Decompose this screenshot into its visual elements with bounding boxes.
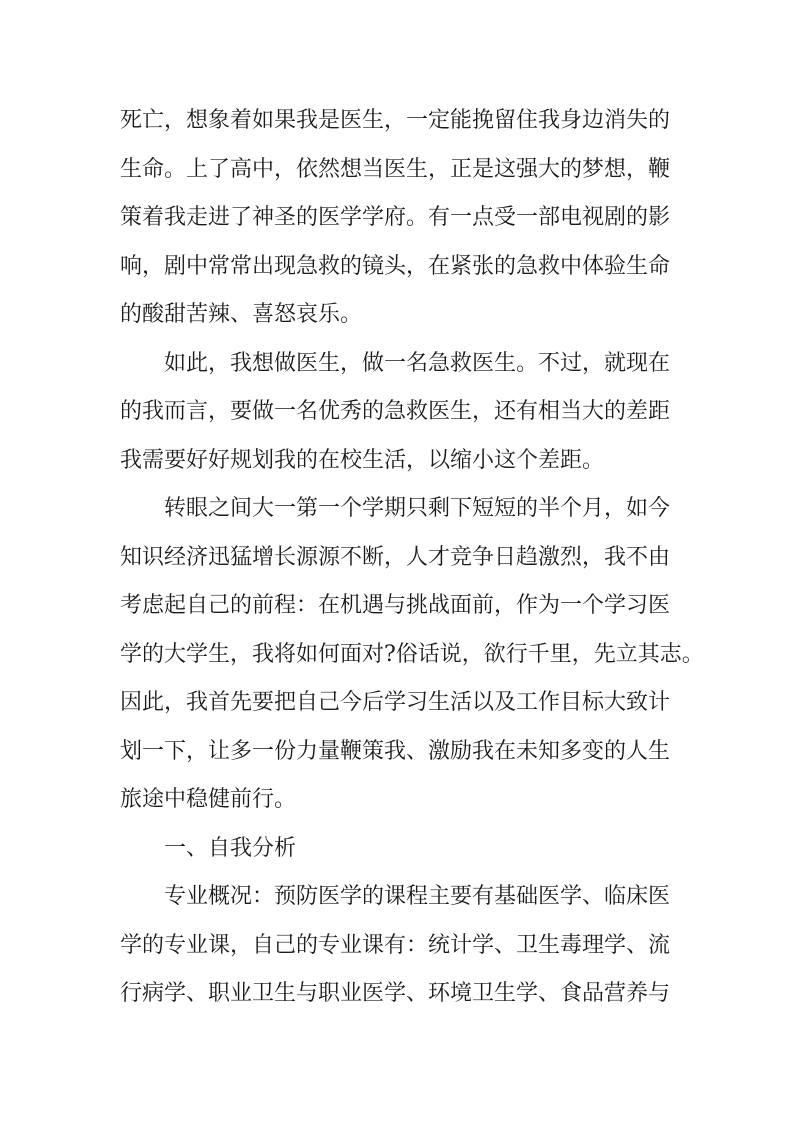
text-line: 划一下，让多一份力量鞭策我、激励我在未知多变的人生	[120, 738, 671, 764]
paragraph-first-line: 转眼之间大一第一个学期只剩下短短的半个月，如今	[164, 496, 671, 521]
text-line: 学的大学生，我将如何面对?俗话说，欲行千里，先立其志。	[120, 641, 704, 667]
body-text	[120, 97, 704, 1019]
text-line: 的我而言，要做一名优秀的急救医生，还有相当大的差距	[120, 399, 671, 424]
text-line: 行病学、职业卫生与职业医学、环境卫生学、食品营养与	[120, 981, 671, 1006]
text-line: 考虑起自己的前程：在机遇与挑战面前，作为一个学习医	[120, 593, 671, 618]
section-heading: 一、自我分析	[164, 835, 297, 861]
paragraph-first-line: 专业概况：预防医学的课程主要有基础医学、临床医	[164, 884, 671, 909]
text-line: 旅途中稳健前行。	[120, 787, 297, 812]
text-line: 生命。上了高中，依然想当医生，正是这强大的梦想，鞭	[120, 156, 671, 182]
text-line: 响，剧中常常出现急救的镜头，在紧张的急救中体验生命	[120, 253, 671, 279]
paragraph-first-line: 如此，我想做医生，做一名急救医生。不过，就现在	[164, 350, 671, 376]
text-line: 策着我走进了神圣的医学学府。有一点受一部电视剧的影	[120, 205, 671, 230]
text-line: 学的专业课，自己的专业课有：统计学、卫生毒理学、流	[120, 932, 671, 958]
text-line: 的酸甜苦辣、喜怒哀乐。	[120, 302, 363, 327]
text-line: 因此，我首先要把自己今后学习生活以及工作目标大致计	[120, 690, 671, 715]
text-line: 死亡，想象着如果我是医生，一定能挽留住我身边消失的	[120, 108, 671, 133]
text-line: 我需要好好规划我的在校生活，以缩小这个差距。	[120, 447, 605, 473]
text-line: 知识经济迅猛增长源源不断，人才竞争日趋激烈，我不由	[120, 544, 671, 570]
